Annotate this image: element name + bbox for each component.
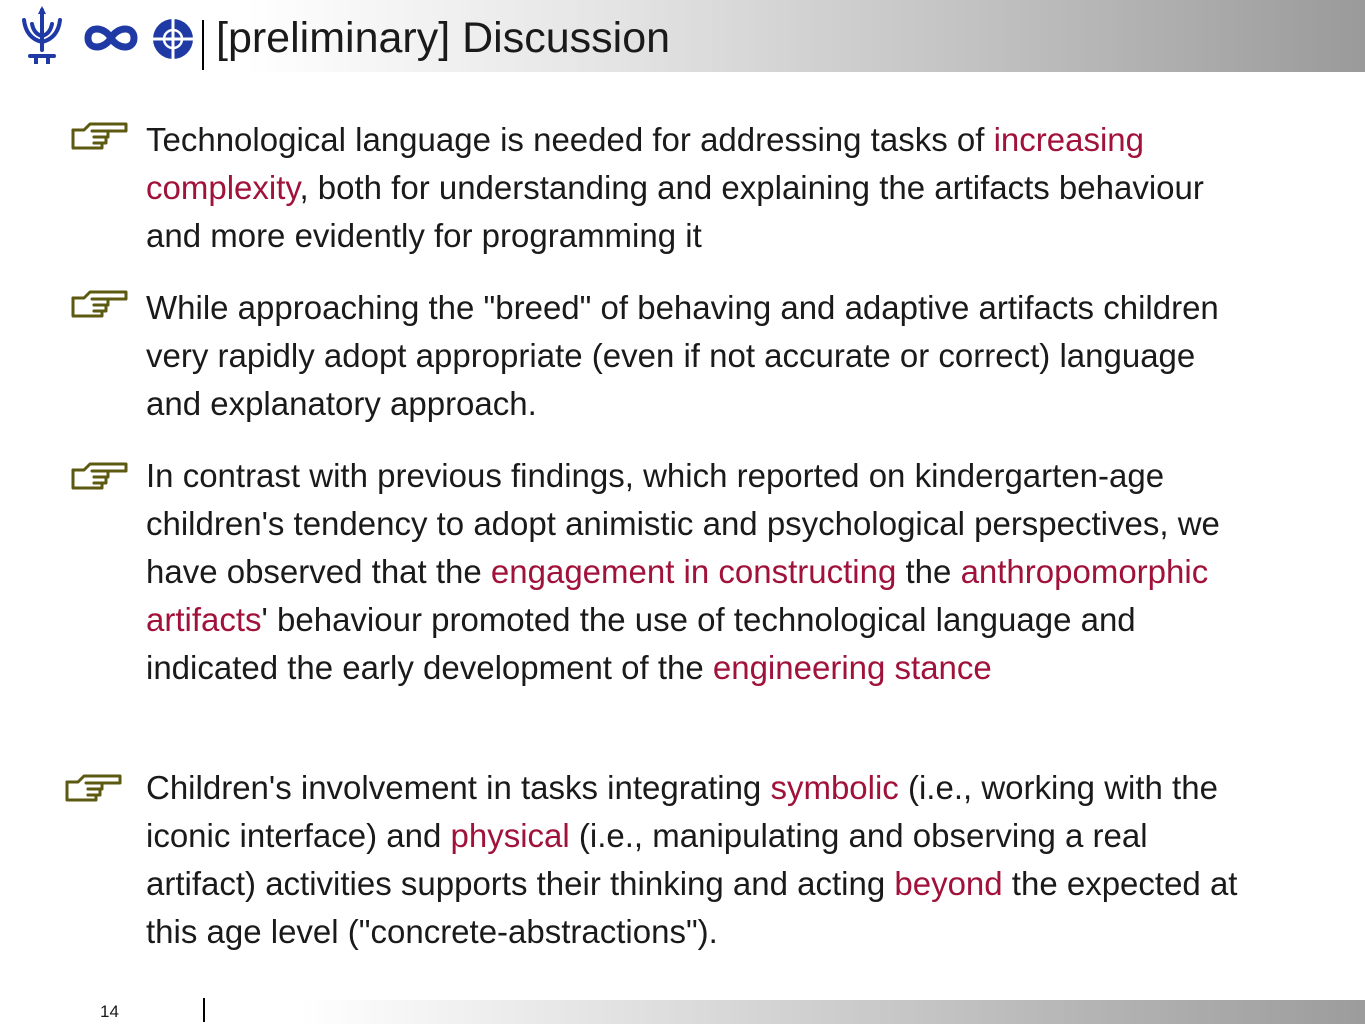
bullet-1-segment-1: Technological language is needed for addressing tasks of bbox=[146, 121, 994, 158]
bullet-4-segment-5: (i.e., manipulating and observing a real artifact) activities supports their thinking and acting bbox=[146, 817, 1148, 902]
bullet-3-highlight-engagement: engagement in constructing bbox=[490, 553, 897, 590]
header-divider bbox=[202, 20, 204, 70]
bullet-text-1 bbox=[146, 116, 1246, 260]
bullet-text-3 bbox=[146, 452, 1246, 692]
bullet-3-highlight-engineering-stance: engineering stance bbox=[712, 649, 992, 686]
bullet-text-4 bbox=[146, 764, 1246, 956]
pointing-hand-icon bbox=[70, 118, 130, 152]
pointing-hand-icon bbox=[70, 458, 130, 492]
bullet-1-highlight-increasing-complexity: increasing complexity bbox=[146, 121, 1144, 206]
bullet-4-segment-3: (i.e., working with the iconic interface) and bbox=[146, 769, 1218, 854]
pointing-hand-icon bbox=[64, 770, 124, 804]
bullet-2-segment-1: While approaching the "breed" of behaving and adaptive artifacts children very rapidly adopt appropriate (even if not accurate or correct) language and explanatory approach. bbox=[146, 289, 1219, 422]
bullet-4-segment-1: Children's involvement in tasks integrating bbox=[146, 769, 771, 806]
bullet-3-highlight-anthropomorphic: anthropomorphic artifacts bbox=[146, 553, 1209, 638]
bullet-4-highlight-symbolic: symbolic bbox=[770, 769, 899, 806]
slide-title: [preliminary] Discussion bbox=[216, 14, 671, 62]
pointing-hand-icon bbox=[70, 286, 130, 320]
bullet-4-segment-7: the expected at this age level ("concrete-abstractions"). bbox=[146, 865, 1238, 950]
globe-logo bbox=[150, 16, 196, 62]
header-logos bbox=[14, 4, 204, 68]
footer-divider bbox=[203, 998, 205, 1022]
bullet-text-2 bbox=[146, 284, 1246, 428]
infinity-logo bbox=[82, 22, 140, 54]
bullet-3-segment-5: ' behaviour promoted the use of technological language and indicated the early development of the bbox=[146, 601, 1136, 686]
header-bar bbox=[0, 0, 1365, 72]
bullet-4-highlight-physical: physical bbox=[450, 817, 570, 854]
slide-number: 14 bbox=[100, 1002, 119, 1021]
university-menorah-logo bbox=[14, 4, 70, 68]
bullet-3-segment-3: the bbox=[896, 553, 961, 590]
bullet-1-segment-3: , both for understanding and explaining the artifacts behaviour and more evidently for programming it bbox=[146, 169, 1204, 254]
bullet-4-highlight-beyond: beyond bbox=[894, 865, 1003, 902]
bullet-3-segment-1: In contrast with previous findings, which reported on kindergarten-age children's tendency to adopt animistic and psychological perspectives, we have observed that the bbox=[146, 457, 1220, 590]
